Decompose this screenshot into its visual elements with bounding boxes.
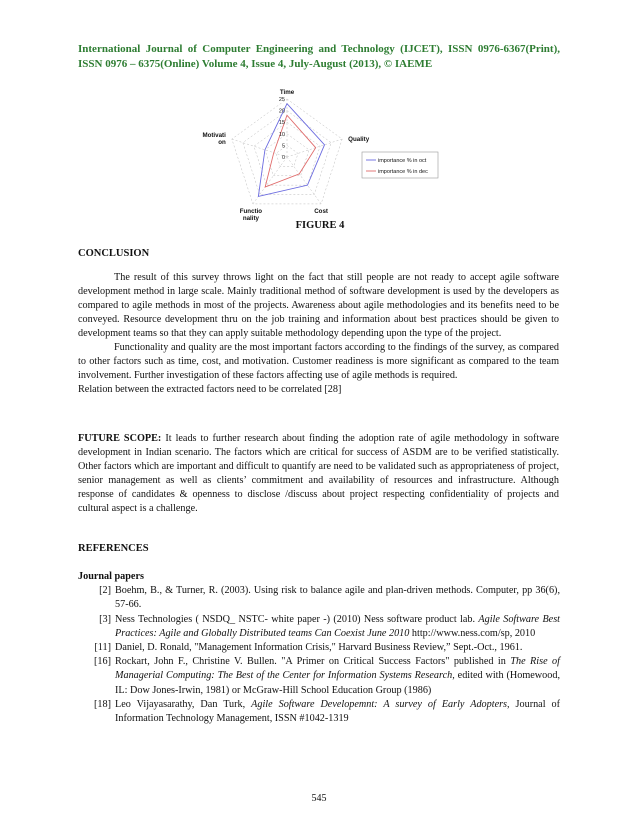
reference-item [78,698,560,726]
axis-label-line: on [218,139,226,147]
conclusion-body [78,271,559,397]
legend-label: importance % in dec [378,169,428,175]
reference-number: [2] [99,585,111,597]
axis-label-line: nality [242,214,259,222]
reference-text [115,655,560,698]
figure-caption: FIGURE 4 [295,220,345,231]
reference-text [115,698,560,726]
radar-chart [0,80,638,230]
reference-text [115,584,560,612]
future-scope-text: It leads to further research about finding the adoption rate of agile methodology in software development in Indian scenario. The factors which are critical for success of ASDM are to be verified statistically. Other factors which are important and difficult to quantify are need to be validated such as appropriateness of project, senior management as well as clients’ commitment and availability of resources and infrastructure. Although response of candidates & openness to disclose /discuss about project respecting confidentiality of projects and cultural aspect is a challenge. [78,433,559,514]
axis-label: Quality [348,136,370,144]
reference-text-tail: http://www.ness.com/sp, 2010 [409,627,536,639]
axis-spoke [287,139,342,157]
reference-number: [11] [94,642,111,654]
axis-label: Time [279,89,295,96]
reference-item [78,613,560,641]
conclusion-heading: CONCLUSION [78,248,150,259]
reference-items [78,584,560,726]
reference-item [78,584,560,612]
axis-label-line: Motivati [202,132,226,140]
conclusion-text-1: The result of this survey throws light on the fact that still people are not ready to accept agile software development method in large scale. Mainly traditional method of software development is used by the developers as compared to agile methods in most of the projects. Awareness about agile methodologies and its benefits need to be conveyed. Resource development thru on the job training and information about best practices should be given to development teams so that they can apply suitable methodology depending upon the type of the project. [78,272,559,339]
tick-label: 20 [278,108,285,115]
legend-label: importance % in oct [378,158,427,164]
reference-text-plain: Ness Technologies ( NSDQ_ NSTC- white paper -) (2010) Ness software product lab. [115,613,479,625]
tick-label: 0 [281,155,285,161]
axis-label [202,132,226,146]
reference-text-tail: Journal of Information Technology Management, ISSN #1042-1319 [115,698,560,725]
conclusion-paragraph-3: Relation between the extracted factors need to be correlated [28] [78,384,342,395]
reference-text-italic: The Rise of Managerial Computing: The Best of the Center for Information Systems Research, [115,656,560,682]
tick-label: 5 [281,143,285,150]
tick-label: 15 [278,120,285,127]
references-heading: REFERENCES [78,543,149,554]
future-scope-label: FUTURE SCOPE: [78,433,162,444]
conclusion-paragraph-2 [78,341,559,383]
references-list [78,570,560,726]
journal-header: International Journal of Computer Engineering and Technology (IJCET), ISSN 0976-6367(Print), ISSN 0976 – 6375(Online) Volume 4, Issue 4, July-August (2013), © IAEME [78,43,560,70]
axis-label: Cost [314,207,328,215]
reference-text-plain: Boehm, B., & Turner, R. (2003). Using risk to balance agile and plan-driven methods. Computer, pp 36(6), 57-66. [115,585,560,611]
conclusion-paragraph-1 [78,271,559,341]
axis-spoke [232,139,287,157]
reference-text-plain: Daniel, D. Ronald, "Management Information Crisis," Harvard Business Review,” Sept.-Oct., 1961. [115,642,523,654]
axis-label [240,208,263,222]
reference-text-tail: edited with (Homewood, IL: Dow Jones-Irwin, 1981) or McGraw-Hill School Education Group (1986) [115,670,560,696]
reference-text [115,641,560,655]
reference-text [115,613,560,641]
page-number: 545 [311,793,327,804]
reference-text-plain: Leo Vijayasarathy, Dan Turk, [115,698,252,710]
reference-text-italic: Agile Software Best Practices: Agile and Globally Distributed teams Can Coexist June 2010 [115,613,560,639]
axis-label-line: Functio [239,207,263,215]
reference-number: [16] [94,656,111,668]
future-scope [78,432,559,516]
radar-chart-svg [0,80,638,230]
tick-label: 25 [278,97,285,103]
tick-label: 10 [278,131,285,138]
reference-number: [18] [94,698,111,710]
reference-item [78,655,560,698]
reference-text-italic: Agile Software Developemnt: A survey of Early Adopters, [251,698,510,710]
conclusion-text-2: Functionality and quality are the most important factors according to the findings of the survey, as compared to other factors such as time, cost, and motivation. Customer readiness is more significant as compared to the team involvement. Further investigation of these factors affecting use of agile methods is required. [78,342,559,381]
reference-number: [3] [99,613,111,625]
reference-item [78,641,560,655]
reference-text-plain: Rockart, John F., Christine V. Bullen. "A Primer on Critical Success Factors" published in [115,656,511,668]
series-line [265,115,316,187]
journal-papers-heading: Journal papers [78,571,144,582]
